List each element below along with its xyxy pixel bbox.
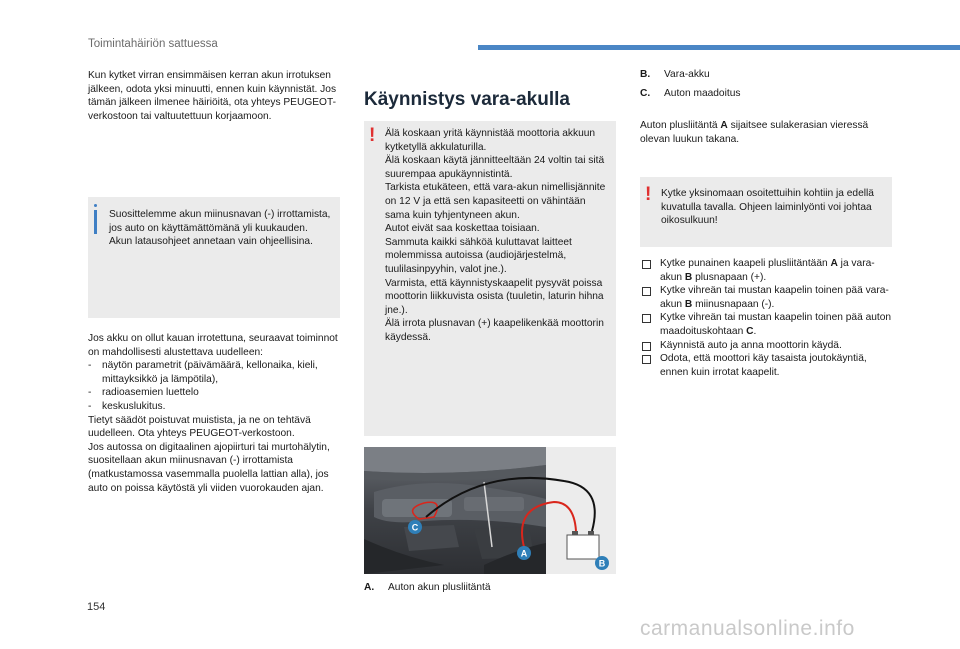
checkbox-icon — [642, 355, 651, 364]
checkbox-icon — [642, 287, 651, 296]
checkbox-icon — [642, 260, 651, 269]
info-icon — [94, 210, 97, 234]
settings-list — [88, 359, 340, 413]
list-item: Käynnistä auto ja anna moottorin käydä. — [640, 339, 892, 353]
label-c: C — [411, 522, 419, 533]
checkbox-icon — [642, 314, 651, 323]
warning-box-right-text: Kytke yksinomaan osoitettuihin kohtiin ja edellä kuvatulla tavalla. Ohjeen laiminlyönti voi johtaa oikosulkuun! — [661, 188, 874, 227]
jump-start-diagram — [364, 447, 616, 574]
info-box — [88, 197, 340, 318]
checkbox-icon — [642, 342, 651, 351]
watermark: carmanualsonline.info — [640, 617, 855, 640]
location-paragraph: Auton plusliitäntä A sijaitsee sulakerasian vieressä olevan luukun takana. — [640, 120, 869, 145]
page-number: 154 — [87, 601, 106, 613]
legend-b: B. Vara-akku — [640, 69, 710, 80]
engine-bay-figure — [364, 447, 616, 574]
list-item: - keskuslukitus. — [88, 400, 166, 412]
header-accent-bar — [478, 45, 960, 50]
section-title: Toimintahäiriön sattuessa — [88, 38, 218, 50]
label-a: A — [520, 548, 528, 559]
list-item: Odota, että moottori käy tasaista joutokäyntiä, ennen kuin irrotat kaapelit. — [640, 352, 892, 379]
list-item: - radioasemien luettelo — [88, 387, 199, 399]
legend-a: A. Auton akun plusliitäntä — [364, 582, 491, 593]
page-title: Käynnistys vara-akulla — [364, 89, 570, 110]
info-box-text: Suosittelemme akun miinusnavan (-) irrottamista, jos auto on käyttämättömänä yli kuukauden. Akun latausohjeet annetaan vain ohjeellisina. — [109, 209, 331, 248]
warning-icon: ! — [645, 184, 652, 205]
reset-settings-block — [88, 332, 340, 495]
jump-start-steps — [640, 257, 892, 379]
list-item: Kytke vihreän tai mustan kaapelin toinen pää vara-akun B miinusnapaan (-). — [640, 284, 892, 311]
warning-icon: ! — [369, 125, 376, 146]
outro-paragraph: Tietyt säädöt poistuvat muistista, ja ne on tehtävä uudelleen. Ota yhteys PEUGEOT-verkostoon. — [88, 414, 311, 440]
warning-box-text: Älä koskaan yritä käynnistää moottoria akkuun kytketyllä akkulaturilla. Älä koskaan käytä jännitteeltään 24 voltin tai sitä suurempaa apukäynnistintä. Tarkista etukäteen, että vara-akun nimellisjännite on 12 V ja että sen kapasiteetti on vähintään sama kuin tyhjentyneen akun. Autot eivät saa koskettaa toisiaan. Sammuta kaikki sähköä kuluttavat laitteet molemmissa autoissa (audiojärjestelmä, tuulilasinpyyhin, valot jne.). Varmista, että käynnistyskaapelit pysyvät poissa moottorin liikkuvista osista (tuuletin, laturin hihna jne.). Älä irrota plusnavan (+) kaapelikenkää moottorin käydessä. — [385, 128, 606, 343]
settings-intro: Jos akku on ollut kauan irrotettuna, seuraavat toiminnot on mahdollisesti alustettava uudelleen: — [88, 333, 338, 358]
list-item: - näytön parametrit (päivämäärä, kellonaika, kieli, mittayksikkö ja lämpötila), — [88, 360, 318, 385]
legend-c: C. Auton maadoitus — [640, 88, 741, 99]
list-item: Kytke vihreän tai mustan kaapelin toinen pää auton maadoituskohtaan C. — [640, 311, 892, 338]
list-item: Kytke punainen kaapeli plusliitäntään A ja vara-akun B plusnapaan (+). — [640, 257, 892, 284]
warning-box — [364, 121, 616, 436]
outro-paragraph-2: Jos autossa on digitaalinen ajopiirturi tai murtohälytin, suositellaan akun miinusnavan (-) irrottamista (matkustamossa vasemmalla puolella lattian alla), jos auto on poissa käytöstä yli viiden vuorokauden ajan. — [88, 441, 330, 494]
intro-paragraph: Kun kytket virran ensimmäisen kerran akun irrotuksen jälkeen, odota yksi minuutti, ennen kuin käynnistät. Jos tämän jälkeen ilmenee häiriöitä, ota yhteys PEUGEOT-verkostoon tai valtuutettuun korjaamoon. — [88, 70, 337, 122]
warning-box-right — [640, 177, 892, 247]
label-b: B — [598, 558, 606, 569]
